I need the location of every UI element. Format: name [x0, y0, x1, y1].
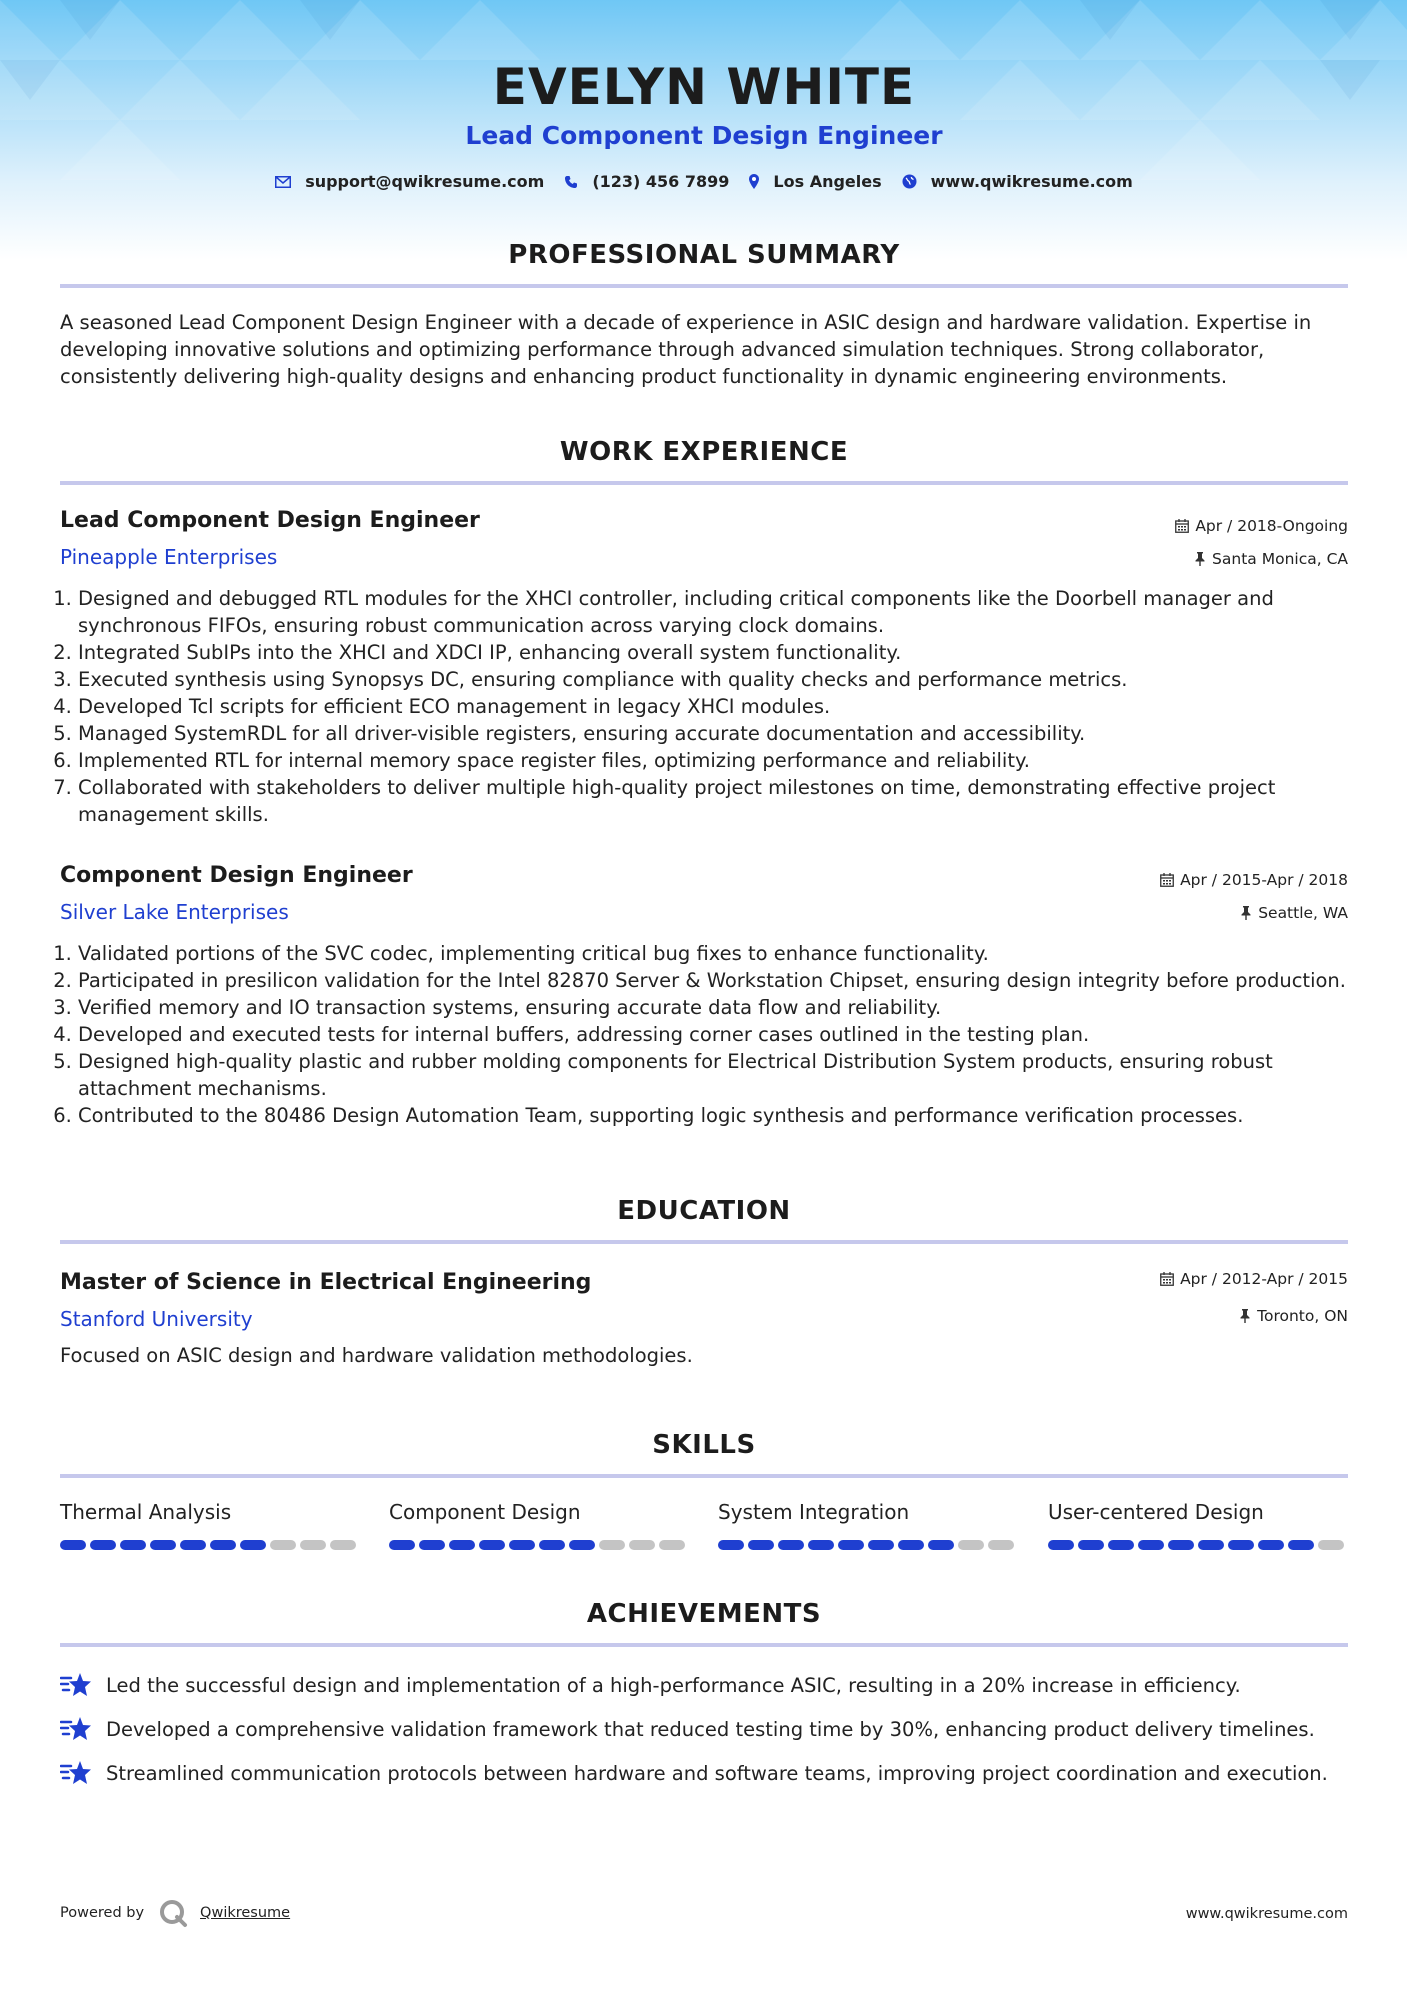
education-heading: EDUCATION	[617, 1196, 791, 1226]
job-title: Component Design Engineer	[60, 863, 413, 888]
skill-segment-empty	[270, 1540, 296, 1550]
job-title: Lead Component Design Engineer	[60, 508, 480, 533]
skill-segment-filled	[419, 1540, 445, 1550]
job-responsibilities	[60, 940, 1366, 1129]
footer-powered-by	[60, 1898, 290, 1928]
skill-segment-filled	[928, 1540, 954, 1550]
list-item: 7. Collaborated with stakeholders to deliver multiple high-quality project milestones on time, demonstrating effective project management skills.	[78, 774, 1366, 828]
skill-segment-filled	[1168, 1540, 1194, 1550]
list-item: 2. Integrated SubIPs into the XHCI and XDCI IP, enhancing overall system functionality.	[78, 639, 1366, 666]
achievements-divider	[60, 1643, 1348, 1647]
job-dates	[1175, 517, 1348, 535]
skill-segment-filled	[1258, 1540, 1284, 1550]
job-dates	[1160, 871, 1348, 889]
qwikresume-logo-icon	[158, 1898, 188, 1928]
job-location	[1194, 550, 1348, 568]
pin-icon	[1240, 906, 1252, 920]
education-dates	[1160, 1270, 1348, 1288]
contact-phone[interactable]	[564, 172, 729, 191]
skills-heading: SKILLS	[652, 1430, 756, 1460]
skill-segment-filled	[569, 1540, 595, 1550]
skill-name: User-centered Design	[1048, 1500, 1264, 1524]
job-location-text: Santa Monica, CA	[1212, 550, 1348, 568]
job-dates-text: Apr / 2015-Apr / 2018	[1180, 871, 1348, 889]
list-item: 6. Contributed to the 80486 Design Automation Team, supporting logic synthesis and performance verification processes.	[78, 1102, 1366, 1129]
skill-name: System Integration	[718, 1500, 910, 1524]
skill-segment-empty	[629, 1540, 655, 1550]
achievement-item	[60, 1716, 1348, 1742]
contact-website[interactable]	[902, 172, 1133, 191]
skill-segment-filled	[389, 1540, 415, 1550]
brand-link[interactable]: Qwikresume	[200, 1905, 291, 1921]
skill-name: Component Design	[389, 1500, 581, 1524]
calendar-icon	[1175, 519, 1189, 533]
job-dates-text: Apr / 2018-Ongoing	[1195, 517, 1348, 535]
list-item: 1. Designed and debugged RTL modules for the XHCI controller, including critical components like the Doorbell manager and synchronous FIFOs, ensuring robust communication across varying clock domains.	[78, 585, 1366, 639]
degree-title: Master of Science in Electrical Engineering	[60, 1270, 592, 1295]
job-responsibilities	[60, 585, 1366, 828]
list-item: 6. Implemented RTL for internal memory space register files, optimizing performance and reliability.	[78, 747, 1366, 774]
experience-heading: WORK EXPERIENCE	[559, 437, 849, 467]
skill-item	[389, 1500, 689, 1550]
star-icon	[60, 1672, 92, 1698]
skill-segment-filled	[180, 1540, 206, 1550]
education-dates-text: Apr / 2012-Apr / 2015	[1180, 1270, 1348, 1288]
skill-segment-empty	[958, 1540, 984, 1550]
skill-segment-filled	[150, 1540, 176, 1550]
candidate-name: EVELYN WHITE	[492, 58, 916, 116]
list-item: 3. Executed synthesis using Synopsys DC, ensuring compliance with quality checks and performance metrics.	[78, 666, 1366, 693]
skill-segment-empty	[300, 1540, 326, 1550]
skill-segment-filled	[898, 1540, 924, 1550]
star-icon	[60, 1760, 92, 1786]
achievement-text: Streamlined communication protocols between hardware and software teams, improving project coordination and execution.	[106, 1761, 1328, 1785]
skills-divider	[60, 1474, 1348, 1478]
list-item: 1. Validated portions of the SVC codec, implementing critical bug fixes to enhance functionality.	[78, 940, 1366, 967]
map-marker-icon	[749, 174, 759, 189]
candidate-role: Lead Component Design Engineer	[465, 121, 943, 150]
skill-segment-filled	[1138, 1540, 1164, 1550]
phone-icon	[564, 175, 578, 189]
skill-segment-filled	[1198, 1540, 1224, 1550]
achievement-item	[60, 1672, 1348, 1698]
skill-segment-filled	[210, 1540, 236, 1550]
list-item: 5. Managed SystemRDL for all driver-visible registers, ensuring accurate documentation and accessibility.	[78, 720, 1366, 747]
skill-segment-filled	[1048, 1540, 1074, 1550]
skill-rating-bar	[389, 1540, 689, 1550]
skill-segment-filled	[1108, 1540, 1134, 1550]
phone-text: (123) 456 7899	[592, 172, 730, 191]
skill-segment-filled	[718, 1540, 744, 1550]
list-item: 3. Verified memory and IO transaction systems, ensuring accurate data flow and reliability.	[78, 994, 1366, 1021]
skill-segment-filled	[748, 1540, 774, 1550]
footer-website[interactable]: www.qwikresume.com	[1185, 1906, 1348, 1922]
achievement-item	[60, 1760, 1348, 1786]
achievement-text: Led the successful design and implementation of a high-performance ASIC, resulting in a 20% increase in efficiency.	[106, 1673, 1241, 1697]
skill-segment-filled	[868, 1540, 894, 1550]
education-location-text: Toronto, ON	[1257, 1307, 1348, 1325]
skill-segment-filled	[509, 1540, 535, 1550]
contact-bar	[60, 172, 1348, 191]
contact-location	[749, 172, 881, 191]
email-text: support@qwikresume.com	[305, 172, 545, 191]
skill-segment-filled	[808, 1540, 834, 1550]
skill-segment-filled	[539, 1540, 565, 1550]
calendar-icon	[1160, 1272, 1174, 1286]
job-location	[1240, 904, 1348, 922]
skill-segment-empty	[330, 1540, 356, 1550]
list-item: 4. Developed Tcl scripts for efficient ECO management in legacy XHCI modules.	[78, 693, 1366, 720]
achievement-text: Developed a comprehensive validation framework that reduced testing time by 30%, enhancing product delivery timelines.	[106, 1717, 1315, 1741]
skill-name: Thermal Analysis	[60, 1500, 232, 1524]
website-text: www.qwikresume.com	[930, 172, 1133, 191]
summary-divider	[60, 284, 1348, 288]
list-item: 4. Developed and executed tests for internal buffers, addressing corner cases outlined in the testing plan.	[78, 1021, 1366, 1048]
skill-segment-empty	[659, 1540, 685, 1550]
skill-segment-filled	[120, 1540, 146, 1550]
skill-item	[718, 1500, 1018, 1550]
skill-segment-empty	[599, 1540, 625, 1550]
education-location	[1239, 1307, 1348, 1325]
skill-item	[60, 1500, 360, 1550]
summary-heading: PROFESSIONAL SUMMARY	[508, 240, 900, 270]
skill-segment-filled	[778, 1540, 804, 1550]
skill-segment-filled	[60, 1540, 86, 1550]
envelope-icon	[275, 176, 291, 188]
skill-rating-bar	[60, 1540, 360, 1550]
company-name: Silver Lake Enterprises	[60, 900, 289, 924]
skill-segment-filled	[838, 1540, 864, 1550]
skill-segment-filled	[449, 1540, 475, 1550]
skill-segment-filled	[479, 1540, 505, 1550]
experience-divider	[60, 481, 1348, 485]
education-divider	[60, 1240, 1348, 1244]
company-name: Pineapple Enterprises	[60, 545, 278, 569]
skill-rating-bar	[1048, 1540, 1348, 1550]
contact-email[interactable]	[275, 172, 544, 191]
powered-by-label: Powered by	[60, 1905, 145, 1921]
achievements-heading: ACHIEVEMENTS	[586, 1599, 822, 1629]
skill-segment-filled	[90, 1540, 116, 1550]
skill-segment-empty	[988, 1540, 1014, 1550]
skill-item	[1048, 1500, 1348, 1550]
skill-segment-filled	[240, 1540, 266, 1550]
list-item: 2. Participated in presilicon validation for the Intel 82870 Server & Workstation Chipset, ensuring design integrity before production.	[78, 967, 1366, 994]
skill-rating-bar	[718, 1540, 1018, 1550]
pin-icon	[1194, 552, 1206, 566]
skill-segment-empty	[1318, 1540, 1344, 1550]
location-text: Los Angeles	[773, 172, 882, 191]
summary-text: A seasoned Lead Component Design Engineer with a decade of experience in ASIC design and hardware validation. Expertise in developing innovative solutions and optimizing performance through advanced simulation techniques. Strong collaborator, consistently delivering high-quality designs and enhancing product functionality in dynamic engineering environments.	[60, 311, 1312, 388]
calendar-icon	[1160, 873, 1174, 887]
school-name: Stanford University	[60, 1307, 253, 1331]
job-location-text: Seattle, WA	[1258, 904, 1348, 922]
skill-segment-filled	[1078, 1540, 1104, 1550]
list-item: 5. Designed high-quality plastic and rubber molding components for Electrical Distribution System products, ensuring robust attachment mechanisms.	[78, 1048, 1366, 1102]
pin-icon	[1239, 1309, 1251, 1323]
skill-segment-filled	[1288, 1540, 1314, 1550]
globe-icon	[902, 174, 917, 189]
skill-segment-filled	[1228, 1540, 1254, 1550]
star-icon	[60, 1716, 92, 1742]
education-description: Focused on ASIC design and hardware validation methodologies.	[60, 1344, 693, 1367]
